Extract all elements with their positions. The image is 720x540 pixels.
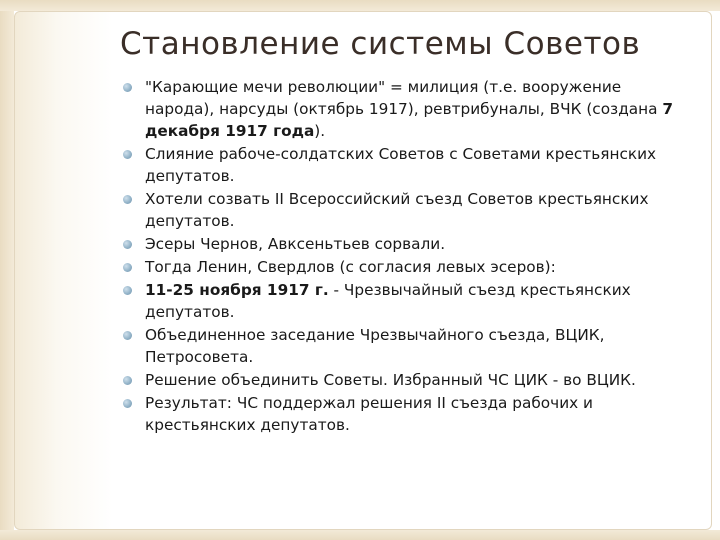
list-item-text: "Карающие мечи революции" = милиция (т.е. вооружение народа), нарсуды (октябрь 1917), ревтрибуналы, ВЧК (создана — [145, 78, 663, 118]
list-item-text: Результат: ЧС поддержал решения II съезда рабочих и крестьянских депутатов. — [145, 394, 593, 434]
list-item-text: Объединенное заседание Чрезвычайного съезда, ВЦИК, Петросовета. — [145, 326, 605, 366]
list-item — [102, 392, 692, 436]
list-item — [102, 143, 692, 187]
list-item — [102, 233, 692, 255]
list-item-text: - Чрезвычайный съезд крестьянских депутатов. — [145, 281, 631, 321]
list-item-bold: 7 декабря 1917 года — [145, 100, 674, 140]
bullet-icon — [123, 286, 132, 295]
bullet-icon — [123, 195, 132, 204]
bullet-icon — [123, 376, 132, 385]
list-item — [102, 369, 692, 391]
list-item — [102, 76, 692, 142]
list-item-text: Эсеры Чернов, Авксеньтьев сорвали. — [145, 235, 446, 253]
bullet-icon — [123, 331, 132, 340]
bullet-icon — [123, 240, 132, 249]
bullet-icon — [123, 83, 132, 92]
slide-frame-left — [0, 0, 14, 540]
bullet-icon — [123, 150, 132, 159]
list-item — [102, 256, 692, 278]
list-item-text: Хотели созвать II Всероссийский съезд Советов крестьянских депутатов. — [145, 190, 649, 230]
slide-title: Становление системы Советов — [120, 26, 641, 62]
list-item — [102, 188, 692, 232]
bullet-list — [102, 76, 692, 437]
bullet-icon — [123, 263, 132, 272]
list-item-text: Тогда Ленин, Свердлов (с согласия левых эсеров): — [145, 258, 556, 276]
list-item-text-end: ). — [314, 122, 326, 140]
slide-frame-bottom — [0, 530, 720, 540]
list-item-text: Решение объединить Советы. Избранный ЧС ЦИК - во ВЦИК. — [145, 371, 636, 389]
list-item-text: Слияние рабоче-солдатских Советов с Советами крестьянских депутатов. — [145, 145, 657, 185]
list-item — [102, 324, 692, 368]
list-item-bold: 11-25 ноября 1917 г. — [145, 281, 329, 299]
bullet-icon — [123, 399, 132, 408]
slide-frame-top — [0, 0, 720, 11]
list-item — [102, 279, 692, 323]
